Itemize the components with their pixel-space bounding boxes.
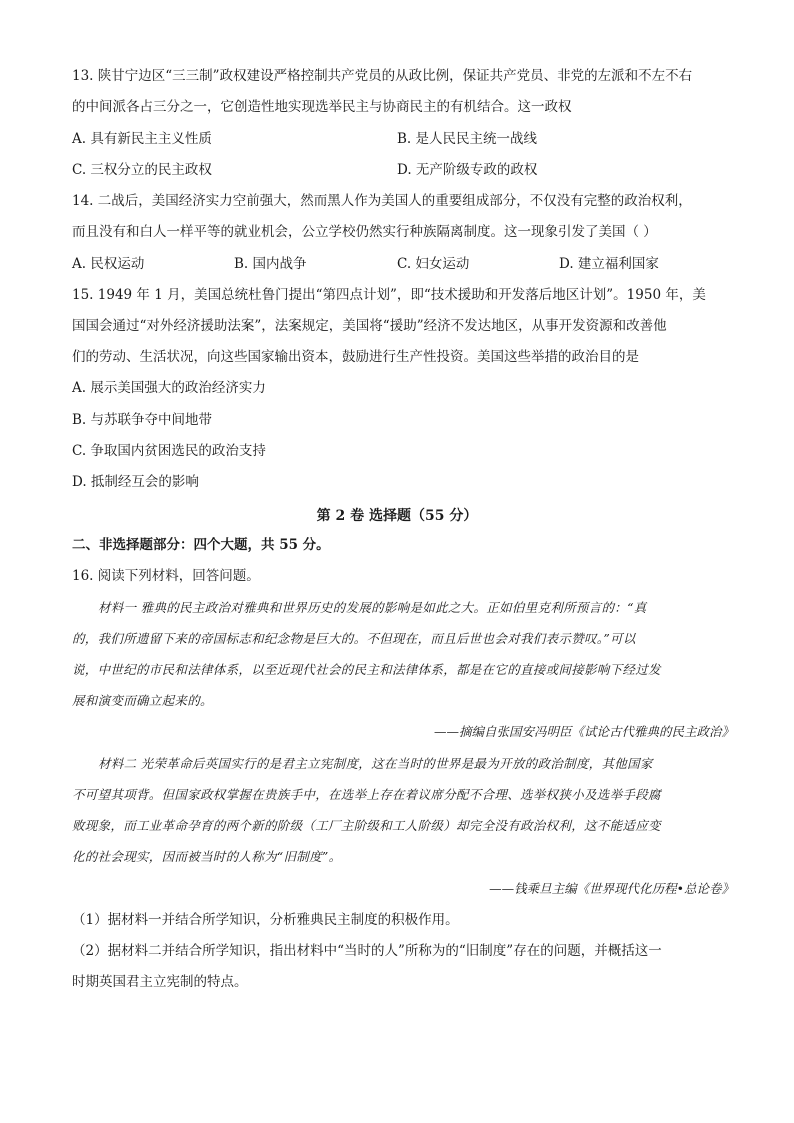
q15-option-c: C. 争取国内贫困选民的政治支持: [72, 443, 266, 459]
section2-heading: 二、非选择题部分：四个大题，共 55 分。: [72, 537, 330, 553]
q15-option-d: D. 抵制经互会的影响: [72, 474, 199, 490]
q16-material1-line1: 材料一 雅典的民主政治对雅典和世界历史的发展的影响是如此之大。正如伯里克利所预言的：“真: [98, 600, 647, 615]
q16-material2-line3: 败现象，而工业革命孕育的两个新的阶级（工厂主阶级和工人阶级）却完全没有政治权利，这不能适应变: [72, 818, 661, 833]
q16-sub-question-2-line1: （2）据材料二并结合所学知识，指出材料中“当时的人”所称为的“旧制度”存在的问题，并概括这一: [72, 943, 662, 959]
q14-option-a: A. 民权运动: [72, 256, 145, 272]
q16-material1-line2: 的，我们所遗留下来的帝国标志和纪念物是巨大的。不但现在，而且后世也会对我们表示赞叹。”可以: [72, 631, 636, 646]
q15-option-a: A. 展示美国强大的政治经济实力: [72, 380, 266, 396]
q14-option-d: D. 建立福利国家: [559, 256, 659, 272]
q16-intro: 16. 阅读下列材料，回答问题。: [72, 568, 260, 584]
q16-material2-line4: 化的社会现实，因而被当时的人称为“旧制度”。: [72, 849, 342, 864]
q13-option-c: C. 三权分立的民主政权: [72, 162, 212, 178]
q16-sub-question-2-line2: 时期英国君主立宪制的特点。: [72, 974, 248, 990]
q13-option-d: D. 无产阶级专政的政权: [397, 162, 538, 178]
q16-material1-line4: 展和演变而确立起来的。: [72, 693, 213, 708]
q15-option-b: B. 与苏联争夺中间地带: [72, 412, 213, 428]
q13-option-b: B. 是人民民主统一战线: [397, 131, 538, 147]
q14-option-c: C. 妇女运动: [397, 256, 470, 272]
q15-stem-line3: 们的劳动、生活状况，向这些国家输出资本，鼓励进行生产性投资。美国这些举措的政治目的是: [72, 349, 639, 365]
q15-stem-line1: 15. 1949 年 1 月，美国总统杜鲁门提出“第四点计划”，即“技术援助和开发落后地区计划”。1950 年，美: [72, 287, 706, 303]
q15-stem-line2: 国国会通过“对外经济援助法案”，法案规定，美国将“援助”经济不发达地区，从事开发资源和改善他: [72, 318, 667, 334]
q16-material1-line3: 说，中世纪的市民和法律体系，以至近现代社会的民主和法律体系，都是在它的直接或间接影响下经过发: [72, 662, 661, 677]
q14-stem-line1: 14. 二战后，美国经济实力空前强大，然而黑人作为美国人的重要组成部分，不仅没有完整的政治权利，: [72, 193, 692, 209]
q16-material2-line2: 不可望其项背。但国家政权掌握在贵族手中，在选举上存在着议席分配不合理、选举权狭小及选举手段腐: [72, 787, 661, 802]
q16-material1-source: ——摘编自张国安冯明臣《试论古代雅典的民主政治》: [433, 724, 734, 739]
q13-stem-line1: 13. 陕甘宁边区“三三制”政权建设严格控制共产党员的从政比例，保证共产党员、非党的左派和不左不右: [72, 68, 693, 84]
q14-option-b: B. 国内战争: [234, 256, 307, 272]
q16-material2-line1: 材料二 光荣革命后英国实行的是君主立宪制度，这在当时的世界是最为开放的政治制度，其他国家: [98, 756, 653, 771]
q16-material2-source: ——钱乘旦主编《世界现代化历程•总论卷》: [489, 881, 734, 896]
section2-title: 第 2 卷 选择题（55 分）: [316, 508, 478, 524]
q13-option-a: A. 具有新民主主义性质: [72, 131, 212, 147]
q14-stem-line2: 而且没有和白人一样平等的就业机会，公立学校仍然实行种族隔离制度。这一现象引发了美国（ ）: [72, 224, 657, 240]
q16-sub-question-1: （1）据材料一并结合所学知识，分析雅典民主制度的积极作用。: [72, 912, 459, 928]
q13-stem-line2: 的中间派各占三分之一，它创造性地实现选举民主与协商民主的有机结合。这一政权: [72, 99, 572, 115]
